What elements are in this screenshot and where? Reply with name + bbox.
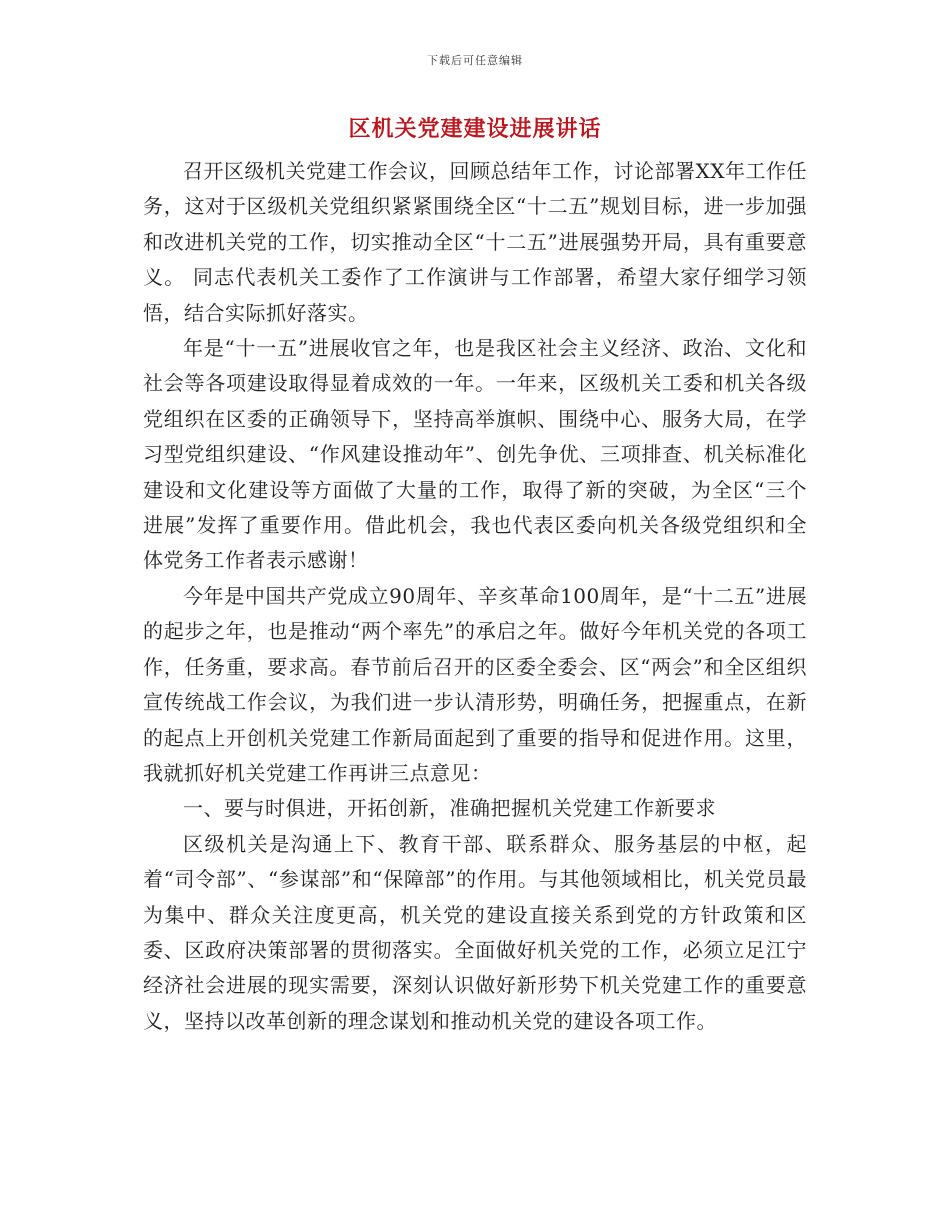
paragraph-2: 年是“十一五”进展收官之年，也是我区社会主义经济、政治、文化和社会等各项建设取得显着成效的一年。一年来，区级机关工委和机关各级党组织在区委的正确领导下，坚持高举旗帜、围绕中心、服务大局，在学习型党组织建设、“作风建设推动年”、创先争优、三项排查、机关标准化建设和文化建设等方面做了大量的工作，取得了新的突破，为全区“三个进展”发挥了重要作用。借此机会，我也代表区委向机关各级党组织和全体党务工作者表示感谢！ (143, 336, 807, 573)
document-title: 区机关党建建设进展讲话 (348, 116, 602, 142)
header-note: 下载后可任意编辑 (427, 54, 523, 67)
section-heading-1: 一、要与时俱进，开拓创新，准确把握机关党建工作新要求 (183, 796, 716, 821)
paragraph-1: 召开区级机关党建工作会议，回顾总结年工作，讨论部署XX年工作任务，这对于区级机关党组织紧紧围绕全区“十二五”规划目标，进一步加强和改进机关党的工作，切实推动全区“十二五”进展强势开局，具有重要意义。 同志代表机关工委作了工作演讲与工作部署，希望大家仔细学习领悟，结合实际抓好落实。 (143, 159, 807, 325)
paragraph-3: 今年是中国共产党成立90周年、辛亥革命100周年，是“十二五”进展的起步之年，也是推动“两个率先”的承启之年。做好今年机关党的各项工作，任务重，要求高。春节前后召开的区委全委会、区“两会”和全区组织宣传统战工作会议，为我们进一步认清形势，明确任务，把握重点，在新的起点上开创机关党建工作新局面起到了重要的指导和促进作用。这里，我就抓好机关党建工作再讲三点意见： (143, 583, 807, 785)
document-body (143, 154, 807, 1039)
paragraph-4: 区级机关是沟通上下、教育干部、联系群众、服务基层的中枢，起着“司令部”、“参谋部”和“保障部”的作用。与其他领域相比，机关党员最为集中、群众关注度更高，机关党的建设直接关系到党的方针政策和区委、区政府决策部署的贯彻落实。全面做好机关党的工作，必须立足江宁经济社会进展的现实需要，深刻认识做好新形势下机关党建工作的重要意义，坚持以改革创新的理念谋划和推动机关党的建设各项工作。 (143, 831, 807, 1033)
